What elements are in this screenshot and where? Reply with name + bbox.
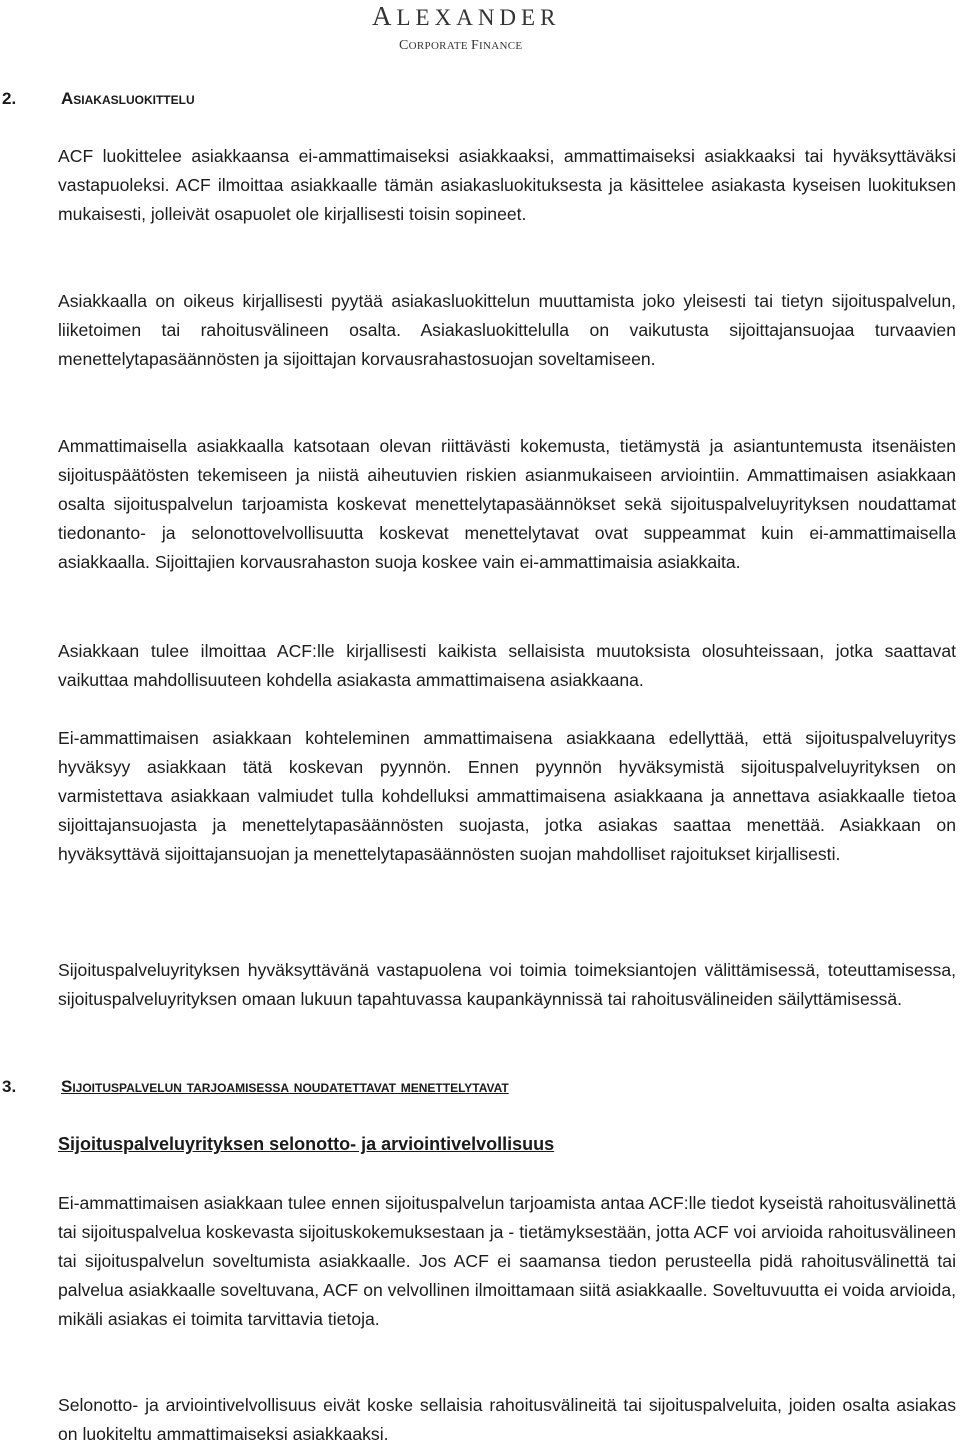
paragraph: Asiakkaalla on oikeus kirjallisesti pyytää asiakasluokittelun muuttamista joko yleisesti tai tietyn sijoituspalvelun, liiketoimen tai rahoitusvälineen osalta. Asiakasluokittelulla on vaikutusta sijoittajansuojaa turvaavien menettelytapasäännösten ja sijoittajan korvausrahastosuojan soveltamiseen. <box>58 291 956 369</box>
section-title: Sijoituspalvelun tarjoamisessa noudatettavat menettelytavat <box>61 1077 509 1096</box>
logo-sub-c: C <box>399 38 409 53</box>
logo-sub-f: F <box>470 38 480 53</box>
paragraph: Sijoituspalveluyrityksen hyväksyttävänä vastapuolena voi toimia toimeksiantojen välittämisessä, toteuttamisessa, sijoituspalveluyrityksen omaan lukuun tapahtuvassa kaupankäynnissä tai rahoitusvälineiden säilyttämisessä. <box>58 960 956 1009</box>
paragraph: Asiakkaan tulee ilmoittaa ACF:lle kirjallisesti kaikista sellaisista muutoksista olosuhteissaan, jotka saattavat vaikuttaa mahdollisuuteen kohdella asiakasta ammattimaisena asiakkaana. <box>58 641 956 690</box>
logo-rest: LEXANDER <box>396 5 561 30</box>
paragraph: Ammattimaisella asiakkaalla katsotaan olevan riittävästi kokemusta, tietämystä ja asiantuntemusta itsenäisten sijoituspäätösten tekemiseen ja niistä aiheutuvien riskien asianmukaiseen arviointiin. Ammattimaisen asiakkaan osalta sijoituspalvelun tarjoamista koskevat menettelytapasäännökset sekä sijoituspalveluyrityksen noudattamat tiedonanto- ja selonottovelvollisuutta koskevat menettelytavat ovat suppeammat kuin ei-ammattimaisella asiakkaalla. Sijoittajien korvausrahaston suoja koskee vain ei-ammattimaisia asiakkaita. <box>58 436 956 572</box>
company-logo <box>372 2 572 54</box>
section-title: Asiakasluokittelu <box>61 89 195 108</box>
logo-wordmark <box>372 2 572 32</box>
subsection-title: Sijoituspalveluyrityksen selonotto- ja arviointivelvollisuus <box>58 1134 555 1154</box>
logo-tagline <box>372 38 572 54</box>
section-number: 2. <box>2 89 17 108</box>
paragraph: Ei-ammattimaisen asiakkaan kohteleminen ammattimaisena asiakkaana edellyttää, että sijoituspalveluyritys hyväksyy asiakkaan tätä koskevan pyynnön. Ennen pyynnön hyväksymistä sijoituspalveluyrityksen on varmistettava asiakkaan valmiudet tulla kohdelluksi ammattimaisena asiakkaana ja annettava asiakkaalle tietoa sijoittajansuojasta ja menettelytapasäännösten suojasta, jotka asiakas saattaa menettää. Asiakkaan on hyväksyttävä sijoittajansuojan ja menettelytapasäännösten suojan mahdolliset rajoitukset kirjallisesti. <box>58 728 956 864</box>
logo-initial: A <box>372 1 397 31</box>
paragraph: ACF luokittelee asiakkaansa ei-ammattimaiseksi asiakkaaksi, ammattimaiseksi asiakkaaksi tai hyväksyttäväksi vastapuoleksi. ACF ilmoittaa asiakkaalle tämän asiakasluokituksesta ja käsittelee asiakasta kyseisen luokituksen mukaisesti, jolleivät osapuolet ole kirjallisesti toisin sopineet. <box>58 146 956 224</box>
paragraph: Selonotto- ja arviointivelvollisuus eivät koske sellaisia rahoitusvälineitä tai sijoituspalveluita, joiden osalta asiakas on luokiteltu ammattimaiseksi asiakkaaksi. <box>58 1395 956 1444</box>
logo-sub-inance: INANCE <box>479 40 523 52</box>
paragraph: Ei-ammattimaisen asiakkaan tulee ennen sijoituspalvelun tarjoamista antaa ACF:lle tiedot kyseistä rahoitusvälinettä tai sijoituspalvelua koskevasta sijoituskokemuksestaan ja - tietämyksestään, jotta ACF voi arvioida rahoitusvälineen tai sijoituspalvelun soveltumista asiakkaalle. Jos ACF ei saamansa tiedon perusteella pidä rahoitusvälinettä tai palvelua asiakkaalle soveltuvana, ACF on velvollinen ilmoittamaan siitä asiakkaalle. Soveltuvuutta ei voida arvioida, mikäli asiakas ei toimita tarvittavia tietoja. <box>58 1193 956 1329</box>
section-number: 3. <box>2 1077 17 1096</box>
logo-sub-orporate: ORPORATE <box>408 40 468 52</box>
